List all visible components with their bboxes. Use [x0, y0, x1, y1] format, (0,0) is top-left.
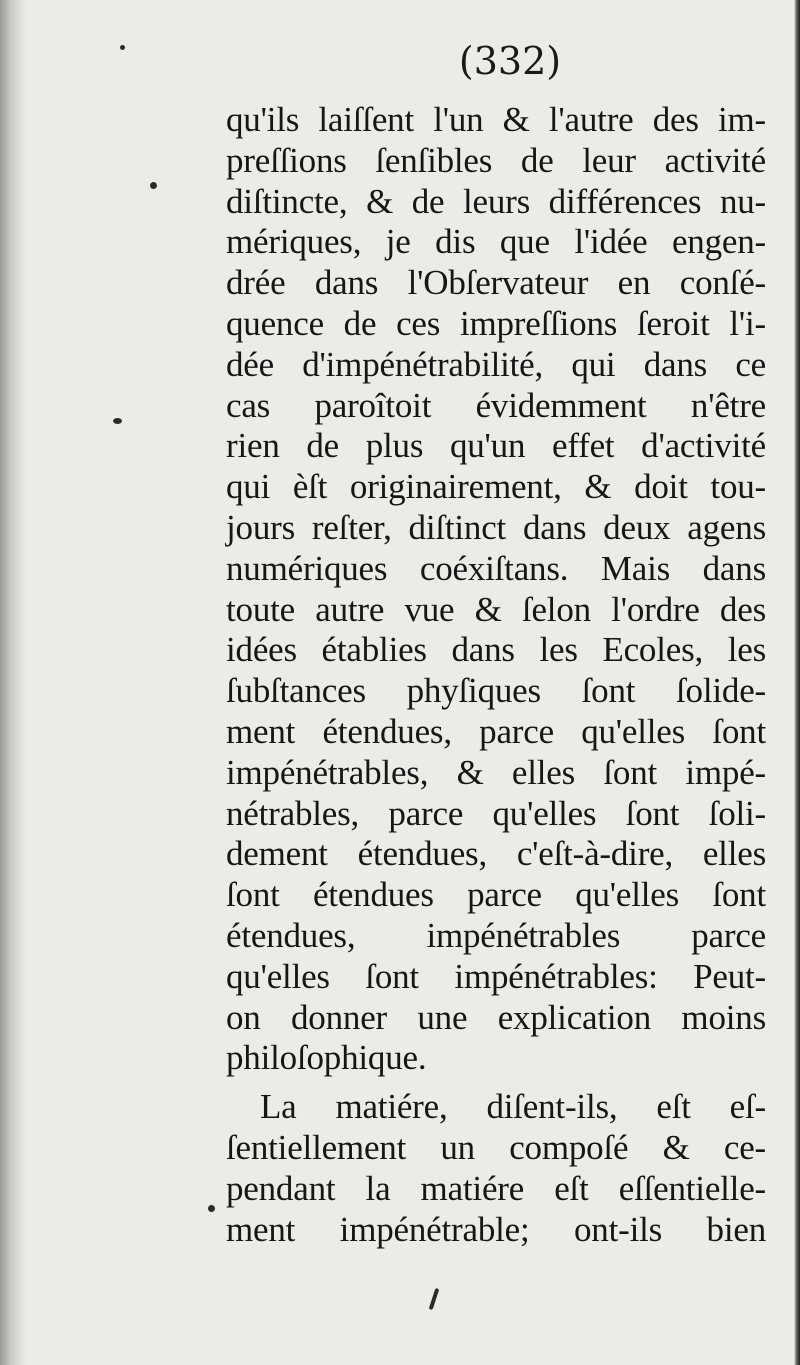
ink-speck — [208, 1205, 215, 1212]
text-line: dement étendues, c'eſt-à-dire, elles — [226, 834, 766, 874]
text-line: qu'elles ſont impénétrables: Peut- — [226, 956, 766, 996]
text-line: toute autre vue & ſelon l'ordre des — [226, 589, 766, 629]
ink-speck — [120, 45, 125, 50]
page-number: (332) — [458, 39, 562, 83]
paragraph-start-line: La matiére, diſent-ils, eſt eſ- — [260, 1087, 766, 1127]
text-line: ſentiellement un compoſé & ce- — [226, 1127, 766, 1167]
text-line: étendues, impénétrables parce — [226, 915, 766, 955]
spine-shadow — [0, 0, 26, 1365]
text-line: mériques, je dis que l'idée engen- — [226, 222, 766, 262]
text-line: dée d'impénétrabilité, qui dans ce — [226, 344, 766, 384]
ink-speck — [113, 418, 122, 424]
text-line: ſont étendues parce qu'elles ſont — [226, 875, 766, 915]
text-line: quence de ces impreſſions ſeroit l'i- — [226, 303, 766, 343]
text-line: qu'ils laiſſent l'un & l'autre des im- — [226, 100, 766, 139]
text-line: ſubſtances phyſiques ſont ſolide- — [226, 671, 766, 711]
page-edge — [794, 0, 800, 1365]
text-line: idées établies dans les Ecoles, les — [226, 630, 766, 670]
text-line: numériques coéxiſtans. Mais dans — [226, 548, 766, 588]
text-line: nétrables, parce qu'elles ſont ſoli- — [226, 793, 766, 833]
text-line: ment étendues, parce qu'elles ſont — [226, 711, 766, 751]
ink-speck — [150, 182, 157, 189]
text-line: jours reſter, diſtinct dans deux agens — [226, 507, 766, 547]
text-line: rien de plus qu'un effet d'activité — [226, 426, 766, 466]
text-line: drée dans l'Obſervateur en conſé- — [226, 263, 766, 303]
body-text — [226, 100, 766, 1250]
text-line: diſtincte, & de leurs différences nu- — [226, 181, 766, 221]
text-line: impénétrables, & elles ſont impé- — [226, 752, 766, 792]
text-line: cas paroîtoit évidemment n'être — [226, 385, 766, 425]
ink-mark — [429, 1288, 440, 1310]
text-line: qui èſt originairement, & doit tou- — [226, 467, 766, 507]
text-line: philoſophique. — [226, 1038, 427, 1078]
text-line: on donner une explication moins — [226, 997, 766, 1037]
text-line: pendant la matiére eſt eſſentielle- — [226, 1168, 766, 1208]
text-line: ment impénétrable; ont-ils bien — [226, 1209, 766, 1249]
text-line: preſſions ſenſibles de leur activité — [226, 140, 766, 180]
